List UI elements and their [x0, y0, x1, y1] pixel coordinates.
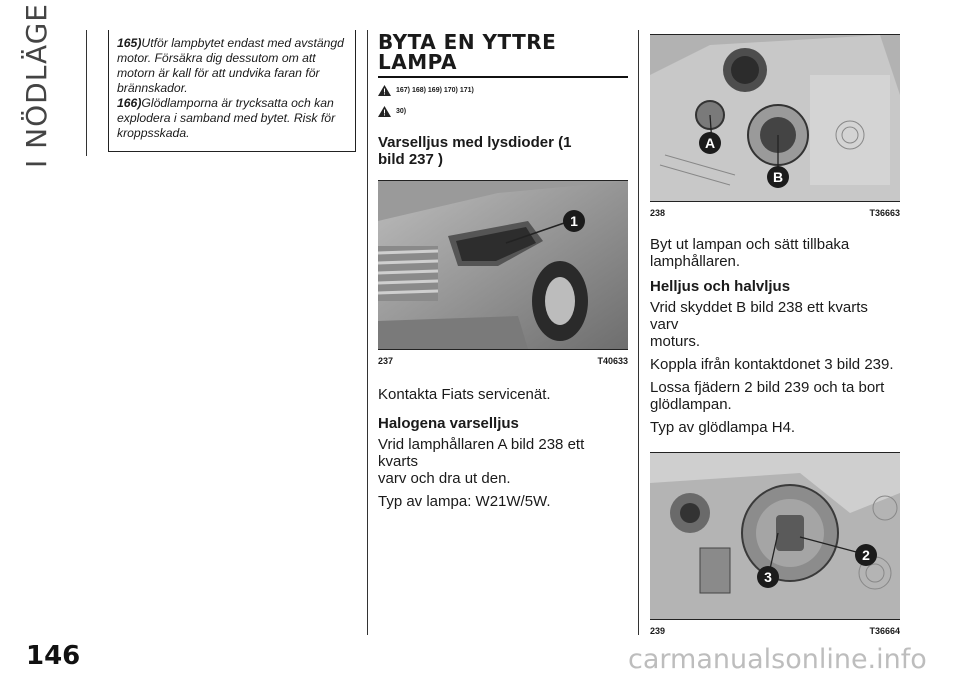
column-3 — [650, 30, 900, 636]
halogen-text-1: Vrid lamphållaren A bild 238 ett kvarts varv och dra ut den. — [378, 436, 585, 487]
warning-166: 166)Glödlamporna är trycksatta och kan explodera i samband med bytet. Risk för kroppsskada. — [117, 96, 336, 140]
halogen-heading: Halogena varselljus — [378, 415, 519, 432]
figure-238-caption: 238 T36663 — [650, 208, 900, 218]
warning-triangle-icon — [378, 85, 391, 96]
col3-text-5: Typ av glödlampa H4. — [650, 419, 796, 436]
column-divider-1 — [367, 30, 368, 635]
col3-text-2: Vrid skyddet B bild 238 ett kvarts varv moturs. — [650, 299, 868, 350]
col3-text-4: Lossa fjädern 2 bild 239 och ta bort glödlampan. — [650, 379, 885, 413]
col3-text-1: Byt ut lampan och sätt tillbaka lamphållaren. — [650, 236, 850, 270]
watermark: carmanualsonline.info — [628, 644, 927, 675]
title-rule — [378, 76, 628, 78]
figure-239 — [650, 452, 900, 620]
figure-237-caption: 237 T40633 — [378, 356, 628, 366]
halogen-text-2: Typ av lampa: W21W/5W. — [378, 493, 551, 510]
figure-237 — [378, 180, 628, 350]
varselljus-heading: Varselljus med lysdioder (1 bild 237 ) — [378, 134, 572, 168]
chapter-side-label — [14, 3, 74, 170]
chapter-title: I NÖDLÄGE — [20, 3, 53, 168]
column-2 — [378, 30, 628, 510]
col3-text-3: Koppla ifrån kontaktdonet 3 bild 239. — [650, 356, 894, 373]
callout-1: 1 — [570, 213, 578, 229]
bulb-socket-image — [650, 453, 900, 619]
warning-refs-row-1: 167) 168) 169) 170) 171) — [378, 82, 628, 99]
section-title: BYTA EN YTTRE LAMPA — [378, 30, 557, 74]
helljus-heading: Helljus och halvljus — [650, 278, 791, 295]
side-divider — [86, 30, 87, 156]
figure-239-caption: 239 T36664 — [650, 626, 900, 636]
warning-165: 165)Utför lampbytet endast med avstängd motor. Försäkra dig dessutom om att motorn är kall för att undvika faran för brännskador. — [117, 36, 344, 95]
warning-triangle-icon — [378, 106, 391, 117]
column-divider-2 — [638, 30, 639, 635]
callout-2: 2 — [862, 547, 870, 563]
callout-b: B — [772, 169, 784, 185]
callout-a: A — [704, 135, 716, 151]
figure-238 — [650, 34, 900, 202]
warning-refs-row-2: 30) — [378, 103, 628, 120]
page-number: 146 — [26, 641, 81, 671]
van-front-image — [378, 181, 628, 349]
callout-3: 3 — [764, 569, 772, 585]
varselljus-text: Kontakta Fiats servicenät. — [378, 386, 551, 403]
warning-box — [108, 30, 356, 152]
headlamp-rear-image — [650, 35, 900, 201]
